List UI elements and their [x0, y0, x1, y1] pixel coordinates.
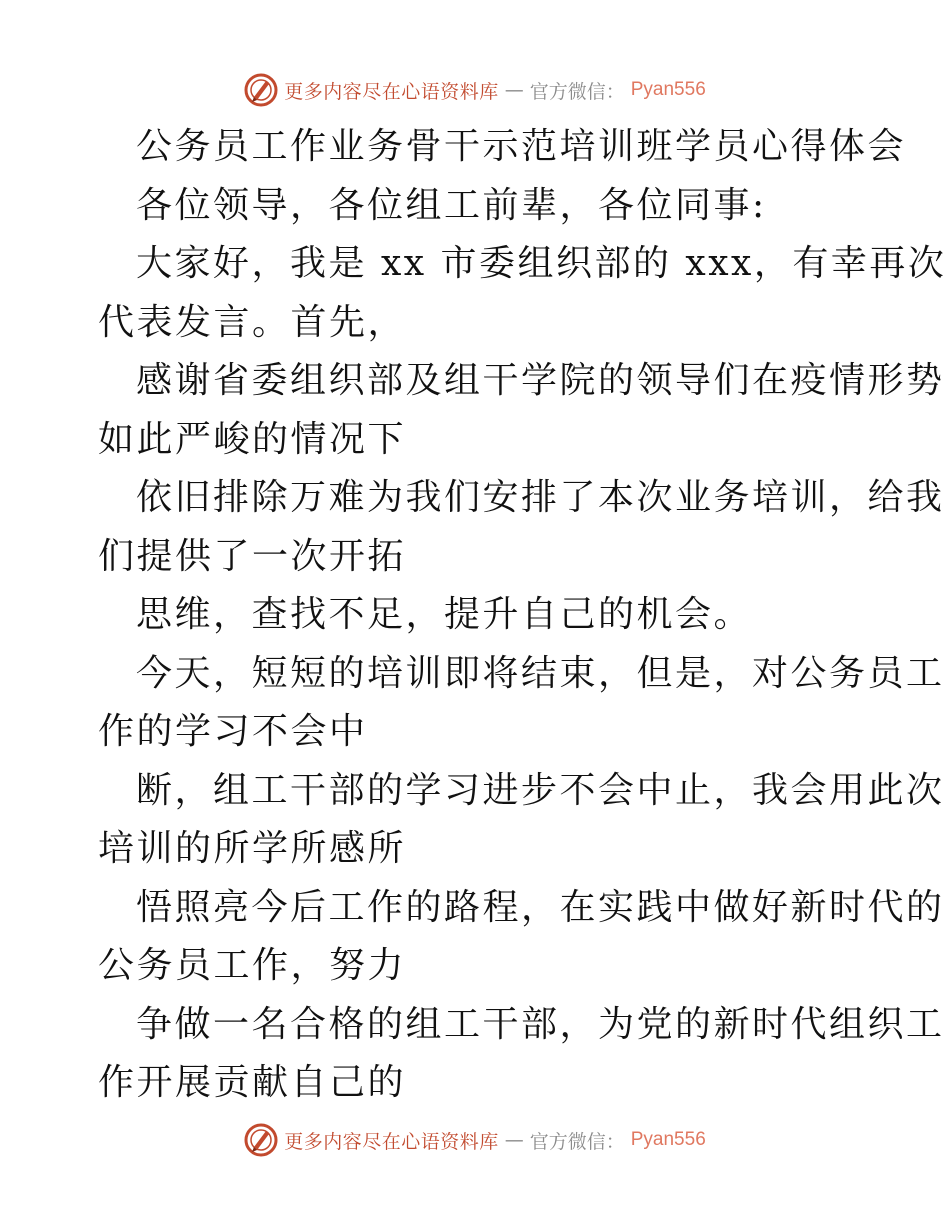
text-line: 大家好，我是 xx 市委组织部的 xxx，有幸再次 [136, 243, 947, 284]
banner-separator: — [504, 1129, 524, 1151]
banner-wechat-label: 官方微信： [529, 1130, 625, 1153]
banner-text: 更多内容尽在心语资料库 [284, 1130, 499, 1153]
text-line: 感谢省委组织部及组干学院的领导们在疫情形势 [136, 360, 945, 401]
quill-pen-logo-icon [244, 1123, 278, 1157]
document-title: 公务员工作业务骨干示范培训班学员心得体会 [136, 126, 907, 167]
text-line: 争做一名合格的组工干部，为党的新时代组织工 [136, 1003, 945, 1045]
text-line: 代表发言。首先， [98, 301, 407, 343]
text-line: 作开展贡献自己的 [98, 1062, 407, 1103]
text-line: 作的学习不会中 [98, 711, 368, 752]
text-line: 思维，查找不足，提升自己的机会。 [136, 594, 753, 635]
banner-wechat-label: 官方微信： [529, 80, 625, 103]
banner-text: 更多内容尽在心语资料库 [284, 80, 499, 103]
footer-banner [0, 1120, 950, 1160]
text-line: 公务员工作，努力 [98, 945, 407, 986]
text-line: 各位领导，各位组工前辈，各位同事: [136, 184, 767, 226]
text-line: 培训的所学所感所 [98, 828, 407, 869]
header-banner [0, 70, 950, 110]
text-line: 今天，短短的培训即将结束，但是，对公务员工 [136, 652, 945, 694]
text-line: 断，组工干部的学习进步不会中止，我会用此次 [136, 769, 945, 811]
text-line: 如此严峻的情况下 [98, 418, 407, 460]
banner-wechat-id: Pyan556 [630, 79, 706, 100]
quill-pen-logo-icon [244, 73, 278, 107]
text-line: 依旧排除万难为我们安排了本次业务培训，给我 [136, 477, 945, 518]
text-line: 悟照亮今后工作的路程，在实践中做好新时代的 [136, 886, 945, 928]
text-line: 们提供了一次开拓 [98, 535, 407, 577]
banner-separator: — [504, 79, 524, 101]
banner-wechat-id: Pyan556 [630, 1129, 706, 1150]
document-body [98, 118, 947, 1113]
